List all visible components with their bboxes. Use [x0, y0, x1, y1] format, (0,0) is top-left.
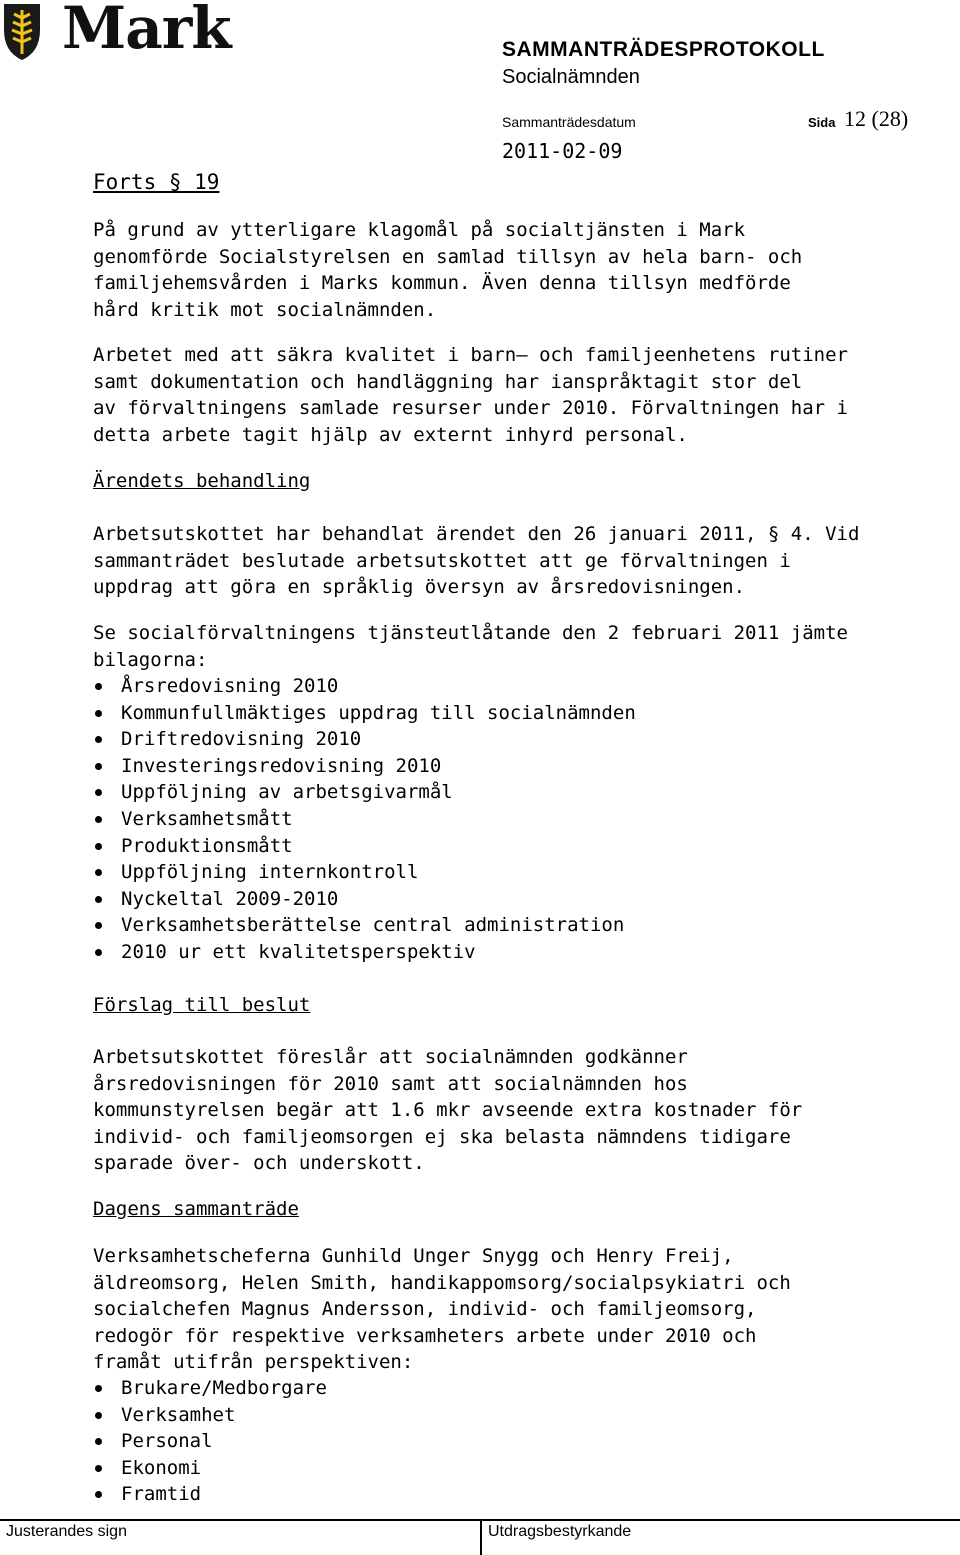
list-item: Uppföljning av arbetsgivarmål: [93, 779, 636, 806]
list-item: Produktionsmått: [93, 833, 636, 860]
list-item: Årsredovisning 2010: [93, 673, 636, 700]
list-item: Brukare/Medborgare: [93, 1375, 327, 1402]
heading-dagens-sammantrade: Dagens sammanträde: [93, 1198, 299, 1220]
attachments-list: [93, 673, 636, 966]
footer-justerandes-sign: Justerandes sign: [6, 1523, 127, 1540]
logo-wordmark: Mark: [62, 0, 231, 62]
list-item: Uppföljning internkontroll: [93, 859, 636, 886]
list-item: Driftredovisning 2010: [93, 726, 636, 753]
list-item: Verksamhet: [93, 1402, 327, 1429]
list-item: Kommunfullmäktiges uppdrag till socialnämnden: [93, 700, 636, 727]
footer-utdragsbestyrkande: Utdragsbestyrkande: [488, 1523, 632, 1540]
paragraph-presenters: Verksamhetscheferna Gunhild Unger Snygg och Henry Freij, äldreomsorg, Helen Smith, handikappomsorg/socialpsykiatri och socialchefen Magnus Andersson, individ- och familjeomsorg, redogör för respektive verksamheters arbete under 2010 och framåt utifrån perspektiven:: [93, 1245, 791, 1374]
list-item: Investeringsredovisning 2010: [93, 753, 636, 780]
meeting-date: 2011-02-09: [502, 139, 623, 163]
paragraph-arbetsutskottet: Arbetsutskottet har behandlat ärendet den 26 januari 2011, § 4. Vid sammanträdet beslutade arbetsutskottet att ge förvaltningen i uppdrag att göra en språklig översyn av årsredovisningen.: [93, 523, 860, 599]
paragraph-quality-work: Arbetet med att säkra kvalitet i barn– och familjeenhetens rutiner samt dokumentation och handläggning har ianspråktagit stor del av förvaltningens samlade resurser under 2010. Förvaltningen har i detta arbete tagit hjälp av externt inhyrd personal.: [93, 344, 848, 446]
section-number: 19: [181, 170, 220, 194]
list-item: Verksamhetsberättelse central administration: [93, 912, 636, 939]
heading-arendets-behandling: Ärendets behandling: [93, 470, 311, 492]
list-item: 2010 ur ett kvalitetsperspektiv: [93, 939, 636, 966]
list-item: Verksamhetsmått: [93, 806, 636, 833]
meeting-date-label: Sammanträdesdatum: [502, 114, 636, 130]
wheat-icon: [0, 0, 60, 62]
list-item: Ekonomi: [93, 1455, 327, 1482]
list-item: Nyckeltal 2009-2010: [93, 886, 636, 913]
heading-forslag-till-beslut: Förslag till beslut: [93, 994, 311, 1016]
committee-name: Socialnämnden: [502, 66, 640, 88]
footer-column-divider: [480, 1519, 482, 1555]
protocol-title: SAMMANTRÄDESPROTOKOLL: [502, 38, 825, 61]
paragraph-background: På grund av ytterligare klagomål på socialtjänsten i Mark genomförde Socialstyrelsen en samlad tillsyn av hela barn- och familjehemsvården i Marks kommun. Även denna tillsyn medförde hård kritik mot socialnämnden.: [93, 219, 803, 321]
mark-logo: [0, 0, 240, 62]
list-item: Framtid: [93, 1481, 327, 1508]
page-number: 12 (28): [844, 106, 909, 131]
forts-label: Forts: [93, 170, 157, 194]
paragraph-attachments-intro: Se socialförvaltningens tjänsteutlåtande den 2 februari 2011 jämte bilagorna:: [93, 622, 848, 671]
section-continuation: Forts § 19: [93, 170, 220, 194]
paragraph-proposal: Arbetsutskottet föreslår att socialnämnden godkänner årsredovisningen för 2010 samt att socialnämnden hos kommunstyrelsen begär att 1.6 mkr avseende extra kostnader för individ- och familjeomsorgen ej ska belasta nämndens tidigare sparade över- och underskott.: [93, 1046, 803, 1175]
list-item: Personal: [93, 1428, 327, 1455]
page-label: Sida: [808, 115, 836, 130]
perspectives-list: [93, 1375, 327, 1508]
